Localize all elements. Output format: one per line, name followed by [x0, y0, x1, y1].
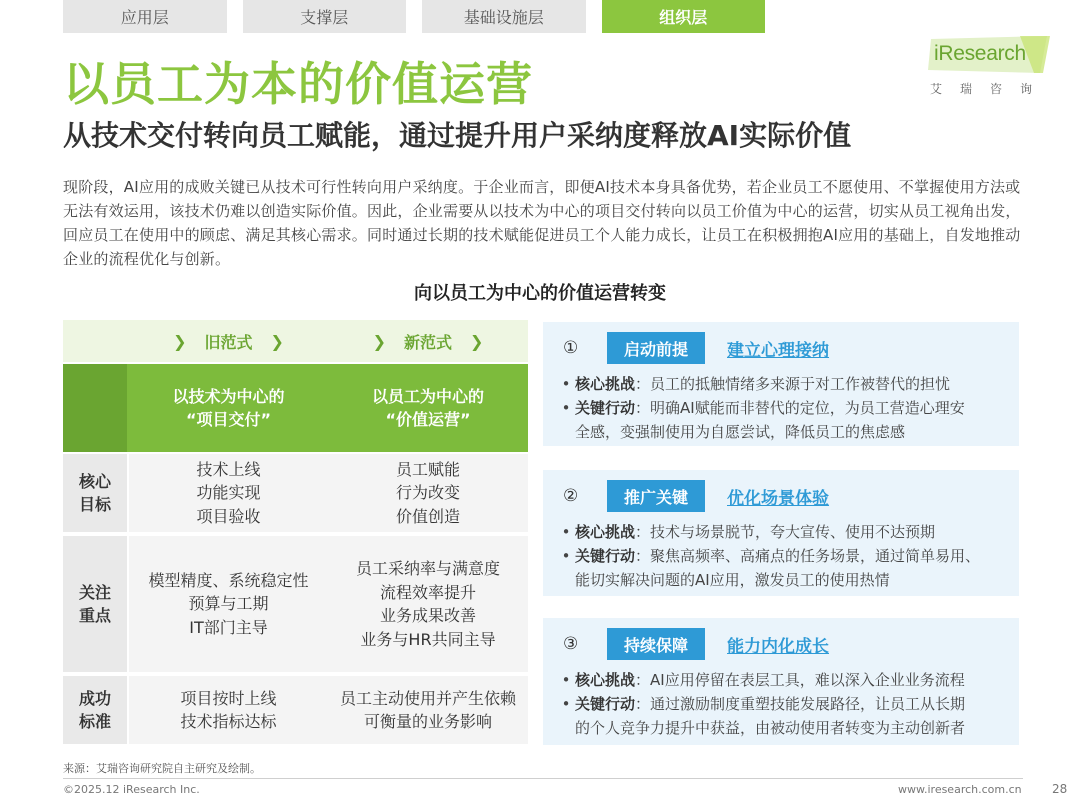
challenge-label: 核心挑战: [575, 523, 636, 541]
page-subtitle: 从技术交付转向员工赋能，通过提升用户采纳度释放AI实际价值: [63, 119, 852, 152]
bullet-dot-icon: •: [561, 523, 571, 541]
table-cell-old: [129, 454, 328, 532]
intro-paragraph: 现阶段，AI应用的成败关键已从技术可行性转向用户采纳度。于企业而言，即便AI技术本身具备优势，若企业员工不愿使用、不掌握使用方法或无法有效运用，该技术仍难以创造实际价值。因此，企业需要从以技术为中心的项目交付转向以员工价值为中心的运营，切实从员工视角出发，回应员工在使用中的顾虑、满足其核心需求。同时通过长期的技术赋能促进员工个人能力成长，让员工在积极拥抱AI应用的基础上，自发地推动企业的流程优化与创新。: [63, 178, 1021, 268]
cell-line: 业务与HR共同主导: [360, 629, 496, 649]
table-cell-old: [129, 536, 328, 672]
action-label: 关键行动: [575, 695, 636, 713]
challenge-text: ：员工的抵触情绪多来源于对工作被替代的担忧: [635, 375, 951, 393]
challenge-text: ：AI应用停留在表层工具，难以深入企业业务流程: [635, 671, 965, 689]
cell-line: 价值创造: [395, 506, 460, 526]
footer-divider: [63, 778, 1023, 779]
new-paradigm-heading: [328, 364, 528, 452]
bullet-dot-icon: •: [561, 547, 571, 565]
table-cell-old: [129, 676, 328, 744]
card-title: 建立心理接纳: [727, 340, 830, 361]
tab-support-layer[interactable]: 支撑层: [243, 0, 407, 33]
tab-organization-layer[interactable]: 组织层: [602, 0, 766, 33]
source-note: 来源：艾瑞咨询研究院自主研究及绘制。: [63, 762, 261, 775]
action-text-continued: 能切实解决问题的AI应用，激发员工的使用热情: [575, 571, 890, 589]
cell-line: 项目验收: [196, 506, 261, 526]
action-text-continued: 的个人竞争力提升中获益，由被动使用者转变为主动创新者: [575, 719, 966, 737]
cell-line: 功能实现: [196, 483, 261, 503]
card-title: 能力内化成长: [727, 636, 830, 657]
section-tabs: [63, 0, 765, 33]
cell-line: 项目按时上线: [180, 688, 277, 708]
row-label-line: 核心: [78, 472, 111, 491]
row-label-success-criteria: [63, 676, 127, 744]
row-label-line: 重点: [78, 606, 111, 625]
old-paradigm-label: 旧范式: [204, 332, 253, 352]
copyright-text: ©2025.12 iResearch Inc.: [63, 783, 200, 796]
card-badge: 持续保障: [607, 628, 705, 660]
green-band-corner: [63, 364, 127, 452]
list-item: [557, 396, 1013, 420]
stage-card-3: [543, 618, 1019, 745]
tab-application-layer[interactable]: 应用层: [63, 0, 227, 33]
card-title: 优化场景体验: [727, 488, 830, 509]
chevron-right-icon: ❯: [470, 331, 484, 351]
cell-line: 可衡量的业务影响: [363, 712, 492, 731]
chevron-right-icon: ❯: [270, 331, 284, 351]
action-label: 关键行动: [575, 547, 636, 565]
cell-line: 员工赋能: [395, 459, 460, 479]
chevron-right-icon: ❯: [372, 331, 386, 351]
row-label-line: 关注: [78, 583, 111, 602]
tab-infrastructure-layer[interactable]: 基础设施层: [422, 0, 586, 33]
card-header: [563, 480, 829, 512]
card-badge: 启动前提: [607, 332, 705, 364]
old-heading-line: 以技术为中心的: [172, 387, 285, 406]
stage-card-1: [543, 322, 1019, 446]
stage-card-2: [543, 470, 1019, 596]
site-url[interactable]: www.iresearch.com.cn: [898, 783, 1022, 796]
card-number: ②: [563, 486, 579, 506]
challenge-label: 核心挑战: [575, 375, 636, 393]
row-label-core-goal: [63, 454, 127, 532]
bullet-dot-icon: •: [561, 399, 571, 417]
cell-line: 预算与工期: [188, 594, 269, 614]
challenge-label: 核心挑战: [575, 671, 636, 689]
iresearch-logo: [928, 36, 1053, 96]
cell-line: IT部门主导: [189, 617, 268, 637]
page-title: 以员工为本的价值运营: [63, 57, 533, 111]
cell-line: 模型精度、系统稳定性: [148, 570, 309, 590]
action-text-continued: 全感，变强制使用为自愿尝试，降低员工的焦虑感: [575, 423, 906, 441]
card-bullets: [557, 668, 1013, 740]
row-label-line: 标准: [78, 712, 111, 731]
list-item: [557, 520, 1013, 544]
row-label-line: 目标: [78, 495, 111, 514]
old-paradigm-header: [129, 320, 328, 362]
logo-cn-text: 艾瑞咨询: [930, 82, 1051, 96]
old-heading-line: “项目交付”: [185, 410, 272, 429]
bullet-dot-icon: •: [561, 375, 571, 393]
card-header: [563, 628, 829, 660]
card-badge: 推广关键: [607, 480, 705, 512]
action-text: ：通过激励制度重塑技能发展路径，让员工从长期: [635, 695, 966, 713]
card-header: [563, 332, 829, 364]
row-label-line: 成功: [78, 689, 111, 708]
new-paradigm-header: [328, 320, 528, 362]
table-cell-new: [328, 536, 528, 672]
card-number: ①: [563, 338, 579, 358]
action-text: ：聚焦高频率、高痛点的任务场景，通过简单易用、: [635, 547, 981, 565]
old-paradigm-heading: [129, 364, 328, 452]
bullet-dot-icon: •: [561, 695, 571, 713]
cell-line: 员工采纳率与满意度: [355, 559, 500, 578]
list-item: [557, 372, 1013, 396]
new-paradigm-label: 新范式: [403, 332, 452, 352]
action-label: 关键行动: [575, 399, 636, 417]
cell-line: 流程效率提升: [379, 582, 476, 602]
table-cell-new: [328, 454, 528, 532]
action-text: ：明确AI赋能而非替代的定位，为员工营造心理安: [635, 399, 965, 417]
cell-line: 业务成果改善: [379, 606, 476, 625]
table-cell-new: [328, 676, 528, 744]
cell-line: 技术上线: [196, 459, 261, 479]
card-number: ③: [563, 634, 579, 654]
challenge-text: ：技术与场景脱节，夸大宣传、使用不达预期: [635, 523, 936, 541]
page-number: 28: [1052, 782, 1068, 796]
list-item: [557, 692, 1013, 716]
cell-line: 员工主动使用并产生依赖: [339, 688, 516, 708]
chevron-right-icon: ❯: [173, 331, 187, 351]
cell-line: 技术指标达标: [180, 712, 277, 731]
bullet-dot-icon: •: [561, 671, 571, 689]
row-label-focus: [63, 536, 127, 672]
card-bullets: [557, 372, 1013, 444]
section-title: 向以员工为中心的价值运营转变: [414, 283, 666, 304]
paradigm-comparison-table: [63, 320, 528, 745]
cell-line: 行为改变: [395, 483, 460, 503]
new-heading-line: 以员工为中心的: [371, 387, 484, 406]
list-item: [557, 668, 1013, 692]
card-bullets: [557, 520, 1013, 592]
logo-wordmark: iResearch: [934, 42, 1026, 65]
list-item: [557, 544, 1013, 568]
new-heading-line: “价值运营”: [385, 410, 471, 429]
